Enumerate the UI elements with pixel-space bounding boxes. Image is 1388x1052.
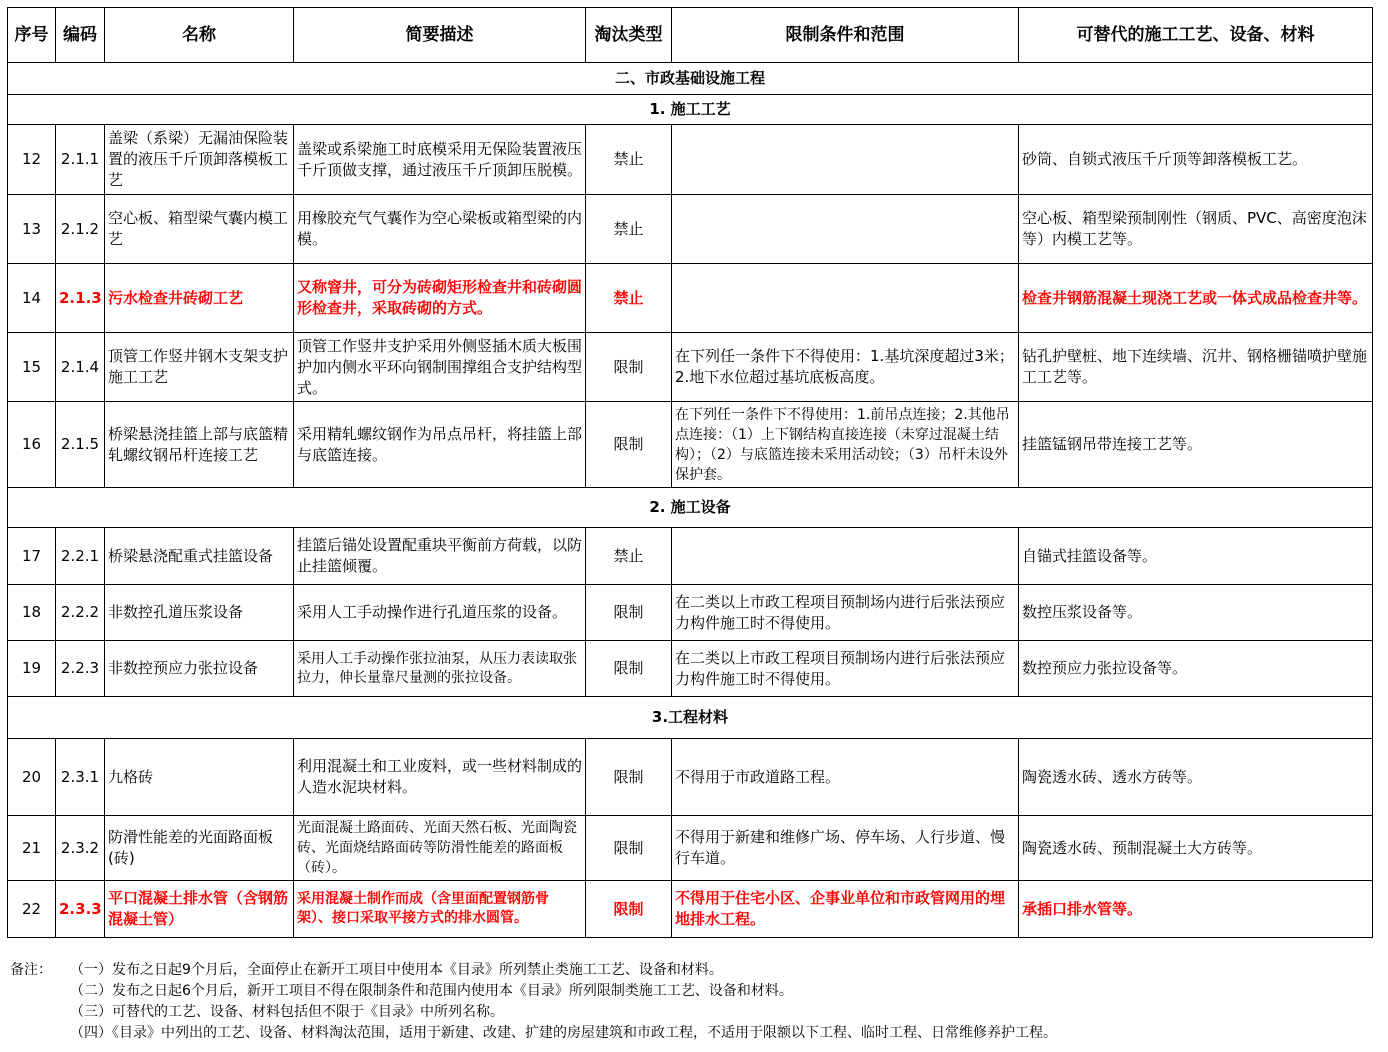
- cell-seq: 22: [8, 881, 56, 938]
- cell-name: 桥梁悬浇挂篮上部与底篮精轧螺纹钢吊杆连接工艺: [105, 402, 294, 488]
- notes-section: [10, 960, 1057, 1044]
- table-row: [8, 125, 1373, 195]
- cell-limits: 在下列任一条件下不得使用：1.前吊点连接；2.其他吊点连接：（1）上下钢结构直接连接（未穿过混凝土结构）；（2）与底篮连接未采用活动铰；（3）吊杆未设外保护套。: [672, 402, 1019, 488]
- cell-limits: 不得用于新建和维修广场、停车场、人行步道、慢行车道。: [672, 816, 1019, 881]
- cell-code: 2.1.5: [56, 402, 105, 488]
- cell-limits: [672, 264, 1019, 333]
- cell-name: 污水检查井砖砌工艺: [105, 264, 294, 333]
- note-item: （二）发布之日起6个月后，新开工项目不得在限制条件和范围内使用本《目录》所列限制类施工工艺、设备和材料。: [70, 983, 793, 999]
- header-limits: 限制条件和范围: [672, 8, 1019, 63]
- cell-type: 禁止: [586, 528, 672, 585]
- table-row-highlighted: [8, 264, 1373, 333]
- cell-name: 桥梁悬浇配重式挂篮设备: [105, 528, 294, 585]
- cell-name: 空心板、箱型梁气囊内模工艺: [105, 195, 294, 264]
- header-alt: 可替代的施工工艺、设备、材料: [1019, 8, 1373, 63]
- cell-seq: 19: [8, 641, 56, 697]
- cell-code: 2.3.2: [56, 816, 105, 881]
- cell-alt: 自锚式挂篮设备等。: [1019, 528, 1373, 585]
- cell-alt: 数控压浆设备等。: [1019, 585, 1373, 641]
- subsection-title: 2. 施工设备: [8, 488, 1373, 528]
- cell-code: 2.2.2: [56, 585, 105, 641]
- cell-seq: 21: [8, 816, 56, 881]
- cell-seq: 20: [8, 739, 56, 816]
- subsection-row-1: [8, 95, 1373, 125]
- cell-code: 2.1.4: [56, 333, 105, 402]
- cell-seq: 17: [8, 528, 56, 585]
- cell-name: 九格砖: [105, 739, 294, 816]
- cell-code: 2.3.3: [56, 881, 105, 938]
- notes-label: 备注：: [10, 962, 52, 978]
- cell-code: 2.1.2: [56, 195, 105, 264]
- cell-type: 限制: [586, 881, 672, 938]
- cell-type: 限制: [586, 739, 672, 816]
- section-title: 二、市政基础设施工程: [8, 63, 1373, 95]
- subsection-title: 1. 施工工艺: [8, 95, 1373, 125]
- cell-alt: 空心板、箱型梁预制刚性（钢质、PVC、高密度泡沫等）内模工艺等。: [1019, 195, 1373, 264]
- cell-alt: 钻孔护壁桩、地下连续墙、沉井、钢格栅锚喷护壁施工工艺等。: [1019, 333, 1373, 402]
- note-item: （四）《目录》中列出的工艺、设备、材料淘汰范围，适用于新建、改建、扩建的房屋建筑和市政工程，不适用于限额以下工程、临时工程、日常维修养护工程。: [70, 1025, 1057, 1041]
- section-row-main: [8, 63, 1373, 95]
- table-row-highlighted: [8, 881, 1373, 938]
- header-seq: 序号: [8, 8, 56, 63]
- note-item: （一）发布之日起9个月后，全面停止在新开工项目中使用本《目录》所列禁止类施工工艺、设备和材料。: [70, 962, 723, 978]
- cell-alt: 陶瓷透水砖、预制混凝土大方砖等。: [1019, 816, 1373, 881]
- cell-alt: 砂筒、自锁式液压千斤顶等卸落模板工艺。: [1019, 125, 1373, 195]
- cell-name: 非数控预应力张拉设备: [105, 641, 294, 697]
- subsection-title: 3.工程材料: [8, 697, 1373, 739]
- note-line: [10, 981, 1057, 1002]
- cell-seq: 14: [8, 264, 56, 333]
- subsection-row-2: [8, 488, 1373, 528]
- header-type: 淘汰类型: [586, 8, 672, 63]
- cell-code: 2.2.3: [56, 641, 105, 697]
- cell-type: 禁止: [586, 195, 672, 264]
- cell-desc: 采用混凝土制作而成（含里面配置钢筋骨架）、接口采取平接方式的排水圆管。: [294, 881, 586, 938]
- cell-code: 2.2.1: [56, 528, 105, 585]
- cell-type: 限制: [586, 585, 672, 641]
- cell-desc: 光面混凝土路面砖、光面天然石板、光面陶瓷砖、光面烧结路面砖等防滑性能差的路面板（砖）。: [294, 816, 586, 881]
- cell-limits: [672, 528, 1019, 585]
- cell-alt: 数控预应力张拉设备等。: [1019, 641, 1373, 697]
- table-row: [8, 641, 1373, 697]
- table-row: [8, 739, 1373, 816]
- cell-limits: 在二类以上市政工程项目预制场内进行后张法预应力构件施工时不得使用。: [672, 585, 1019, 641]
- cell-type: 限制: [586, 333, 672, 402]
- cell-name: 防滑性能差的光面路面板(砖): [105, 816, 294, 881]
- cell-alt: 陶瓷透水砖、透水方砖等。: [1019, 739, 1373, 816]
- cell-code: 2.3.1: [56, 739, 105, 816]
- table-row: [8, 195, 1373, 264]
- cell-type: 禁止: [586, 125, 672, 195]
- note-line: [10, 960, 1057, 981]
- cell-seq: 12: [8, 125, 56, 195]
- cell-desc: 采用人工手动操作进行孔道压浆的设备。: [294, 585, 586, 641]
- cell-alt: 挂篮锰钢吊带连接工艺等。: [1019, 402, 1373, 488]
- table-row: [8, 585, 1373, 641]
- cell-limits: 在下列任一条件下不得使用：1.基坑深度超过3米；2.地下水位超过基坑底板高度。: [672, 333, 1019, 402]
- cell-seq: 18: [8, 585, 56, 641]
- cell-type: 限制: [586, 816, 672, 881]
- header-code: 编码: [56, 8, 105, 63]
- table-row: [8, 333, 1373, 402]
- note-line: [10, 1002, 1057, 1023]
- cell-desc: 顶管工作竖井支护采用外侧竖插木质大板围护加内侧水平环向钢制围撑组合支护结构型式。: [294, 333, 586, 402]
- cell-seq: 13: [8, 195, 56, 264]
- cell-limits: 不得用于市政道路工程。: [672, 739, 1019, 816]
- header-name: 名称: [105, 8, 294, 63]
- subsection-row-3: [8, 697, 1373, 739]
- cell-name: 顶管工作竖井钢木支架支护施工工艺: [105, 333, 294, 402]
- cell-desc: 用橡胶充气气囊作为空心梁板或箱型梁的内模。: [294, 195, 586, 264]
- table-row: [8, 528, 1373, 585]
- cell-name: 非数控孔道压浆设备: [105, 585, 294, 641]
- header-desc: 简要描述: [294, 8, 586, 63]
- cell-name: 平口混凝土排水管（含钢筋混凝土管）: [105, 881, 294, 938]
- elimination-catalog-table: [7, 7, 1373, 938]
- cell-desc: 又称窨井，可分为砖砌矩形检查井和砖砌圆形检查井，采取砖砌的方式。: [294, 264, 586, 333]
- cell-alt: 承插口排水管等。: [1019, 881, 1373, 938]
- cell-desc: 挂篮后锚处设置配重块平衡前方荷载，以防止挂篮倾覆。: [294, 528, 586, 585]
- note-line: [10, 1023, 1057, 1044]
- cell-limits: [672, 195, 1019, 264]
- cell-type: 禁止: [586, 264, 672, 333]
- cell-limits: 在二类以上市政工程项目预制场内进行后张法预应力构件施工时不得使用。: [672, 641, 1019, 697]
- table-row: [8, 402, 1373, 488]
- cell-desc: 盖梁或系梁施工时底模采用无保险装置液压千斤顶做支撑，通过液压千斤顶卸压脱模。: [294, 125, 586, 195]
- table-row: [8, 816, 1373, 881]
- note-item: （三）可替代的工艺、设备、材料包括但不限于《目录》中所列名称。: [70, 1004, 504, 1020]
- cell-type: 限制: [586, 402, 672, 488]
- cell-desc: 采用精轧螺纹钢作为吊点吊杆，将挂篮上部与底篮连接。: [294, 402, 586, 488]
- cell-code: 2.1.3: [56, 264, 105, 333]
- cell-desc: 利用混凝土和工业废料，或一些材料制成的人造水泥块材料。: [294, 739, 586, 816]
- cell-seq: 15: [8, 333, 56, 402]
- cell-name: 盖梁（系梁）无漏油保险装置的液压千斤顶卸落模板工艺: [105, 125, 294, 195]
- cell-alt: 检查井钢筋混凝土现浇工艺或一体式成品检查井等。: [1019, 264, 1373, 333]
- cell-desc: 采用人工手动操作张拉油泵，从压力表读取张拉力，伸长量靠尺量测的张拉设备。: [294, 641, 586, 697]
- cell-limits: [672, 125, 1019, 195]
- cell-seq: 16: [8, 402, 56, 488]
- table-header-row: [8, 8, 1373, 63]
- cell-limits: 不得用于住宅小区、企事业单位和市政管网用的埋地排水工程。: [672, 881, 1019, 938]
- cell-code: 2.1.1: [56, 125, 105, 195]
- cell-type: 限制: [586, 641, 672, 697]
